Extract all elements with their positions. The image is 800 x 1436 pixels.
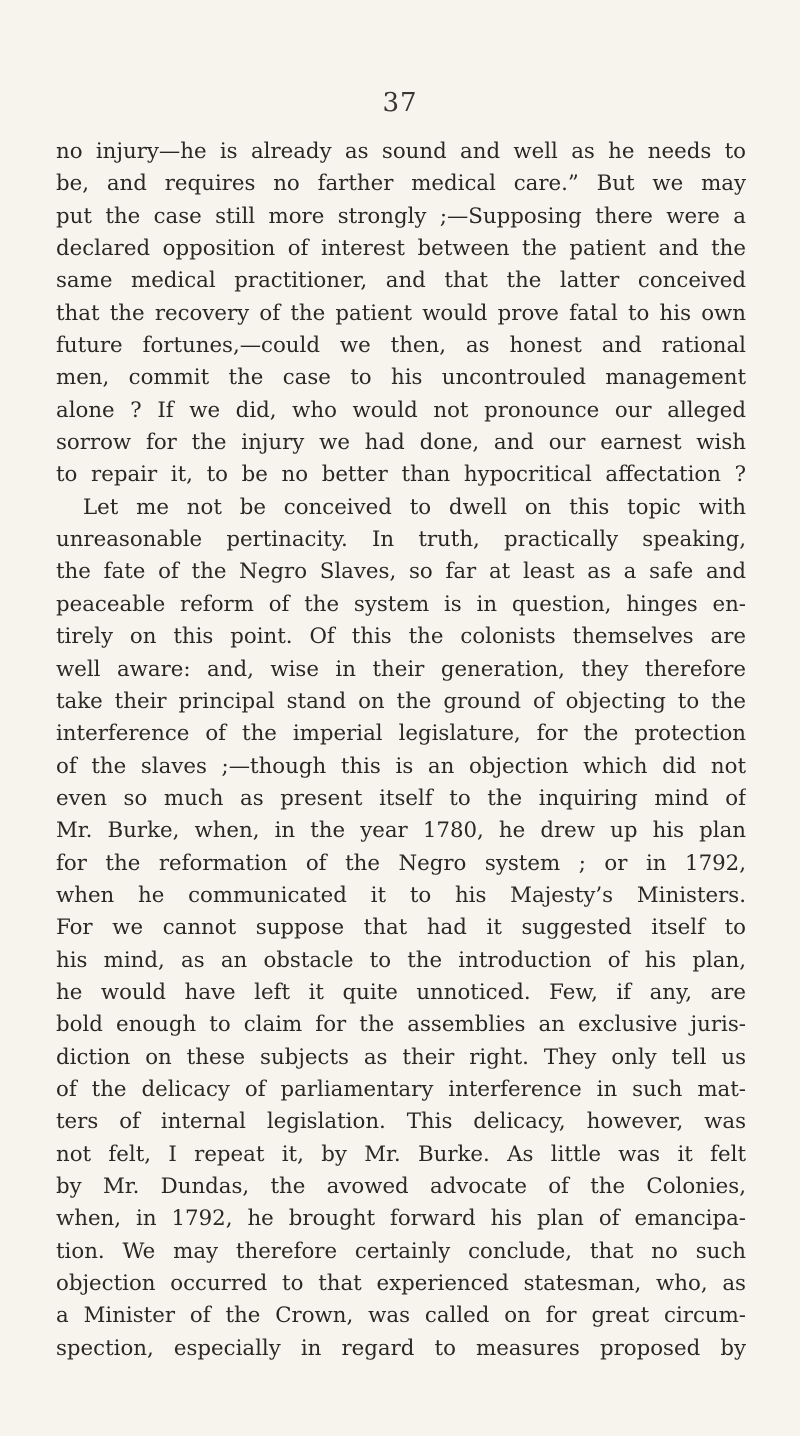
- text-line: ters of internal legislation. This delicacy, however, was: [56, 1109, 746, 1135]
- text-line: well aware: and, wise in their generation, they therefore: [56, 656, 746, 682]
- text-line: he would have left it quite unnoticed. Few, if any, are: [56, 979, 746, 1005]
- text-line: future fortunes,—could we then, as honest and rational: [56, 333, 746, 359]
- text-line: for the reformation of the Negro system ; or in 1792,: [56, 850, 746, 876]
- body-text: [56, 136, 746, 1365]
- text-line: objection occurred to that experienced statesman, who, as: [56, 1271, 746, 1297]
- text-line: peaceable reform of the system is in question, hinges en-: [56, 591, 746, 617]
- text-line: that the recovery of the patient would prove fatal to his own: [56, 300, 746, 326]
- text-line: tion. We may therefore certainly conclude, that no such: [56, 1238, 746, 1264]
- text-line: not felt, I repeat it, by Mr. Burke. As little was it felt: [56, 1141, 746, 1167]
- text-line: tirely on this point. Of this the colonists themselves are: [56, 624, 746, 650]
- text-line: be, and requires no farther medical care.” But we may: [56, 171, 746, 197]
- text-line: when he communicated it to his Majesty’s Ministers.: [56, 882, 746, 908]
- text-line: of the slaves ;—though this is an objection which did not: [56, 753, 746, 779]
- text-line: put the case still more strongly ;—Supposing there were a: [56, 203, 746, 229]
- paragraph-start-line: Let me not be conceived to dwell on this topic with: [83, 494, 746, 520]
- text-line: sorrow for the injury we had done, and our earnest wish: [56, 430, 746, 456]
- text-line: Mr. Burke, when, in the year 1780, he drew up his plan: [56, 818, 746, 844]
- text-line: by Mr. Dundas, the avowed advocate of the Colonies,: [56, 1174, 746, 1199]
- text-line: alone ? If we did, who would not pronounce our alleged: [56, 397, 746, 423]
- text-line: even so much as present itself to the inquiring mind of: [56, 785, 746, 811]
- text-line: same medical practitioner, and that the latter conceived: [56, 268, 746, 294]
- text-line: when, in 1792, he brought forward his plan of emancipa-: [56, 1206, 746, 1232]
- text-line: his mind, as an obstacle to the introduction of his plan,: [56, 947, 746, 973]
- text-line: For we cannot suppose that had it suggested itself to: [56, 915, 746, 941]
- text-line: unreasonable pertinacity. In truth, practically speaking,: [56, 527, 746, 553]
- text-line: no injury—he is already as sound and well as he needs to: [56, 139, 746, 164]
- text-line: spection, especially in regard to measures proposed by: [56, 1335, 746, 1361]
- text-line: diction on these subjects as their right. They only tell us: [56, 1044, 746, 1070]
- text-line: the fate of the Negro Slaves, so far at least as a safe and: [56, 559, 746, 585]
- text-line: bold enough to claim for the assemblies an exclusive juris-: [56, 1012, 746, 1038]
- text-line: interference of the imperial legislature, for the protection: [56, 721, 746, 747]
- text-line: to repair it, to be no better than hypocritical affectation ?: [56, 462, 746, 488]
- text-line: of the delicacy of parliamentary interference in such mat-: [56, 1076, 746, 1102]
- text-line: take their principal stand on the ground of objecting to the: [56, 688, 746, 714]
- text-line: a Minister of the Crown, was called on for great circum-: [56, 1303, 746, 1329]
- page-number: 37: [382, 88, 418, 118]
- text-line: declared opposition of interest between the patient and the: [56, 236, 746, 262]
- text-line: men, commit the case to his uncontrouled management: [56, 365, 746, 391]
